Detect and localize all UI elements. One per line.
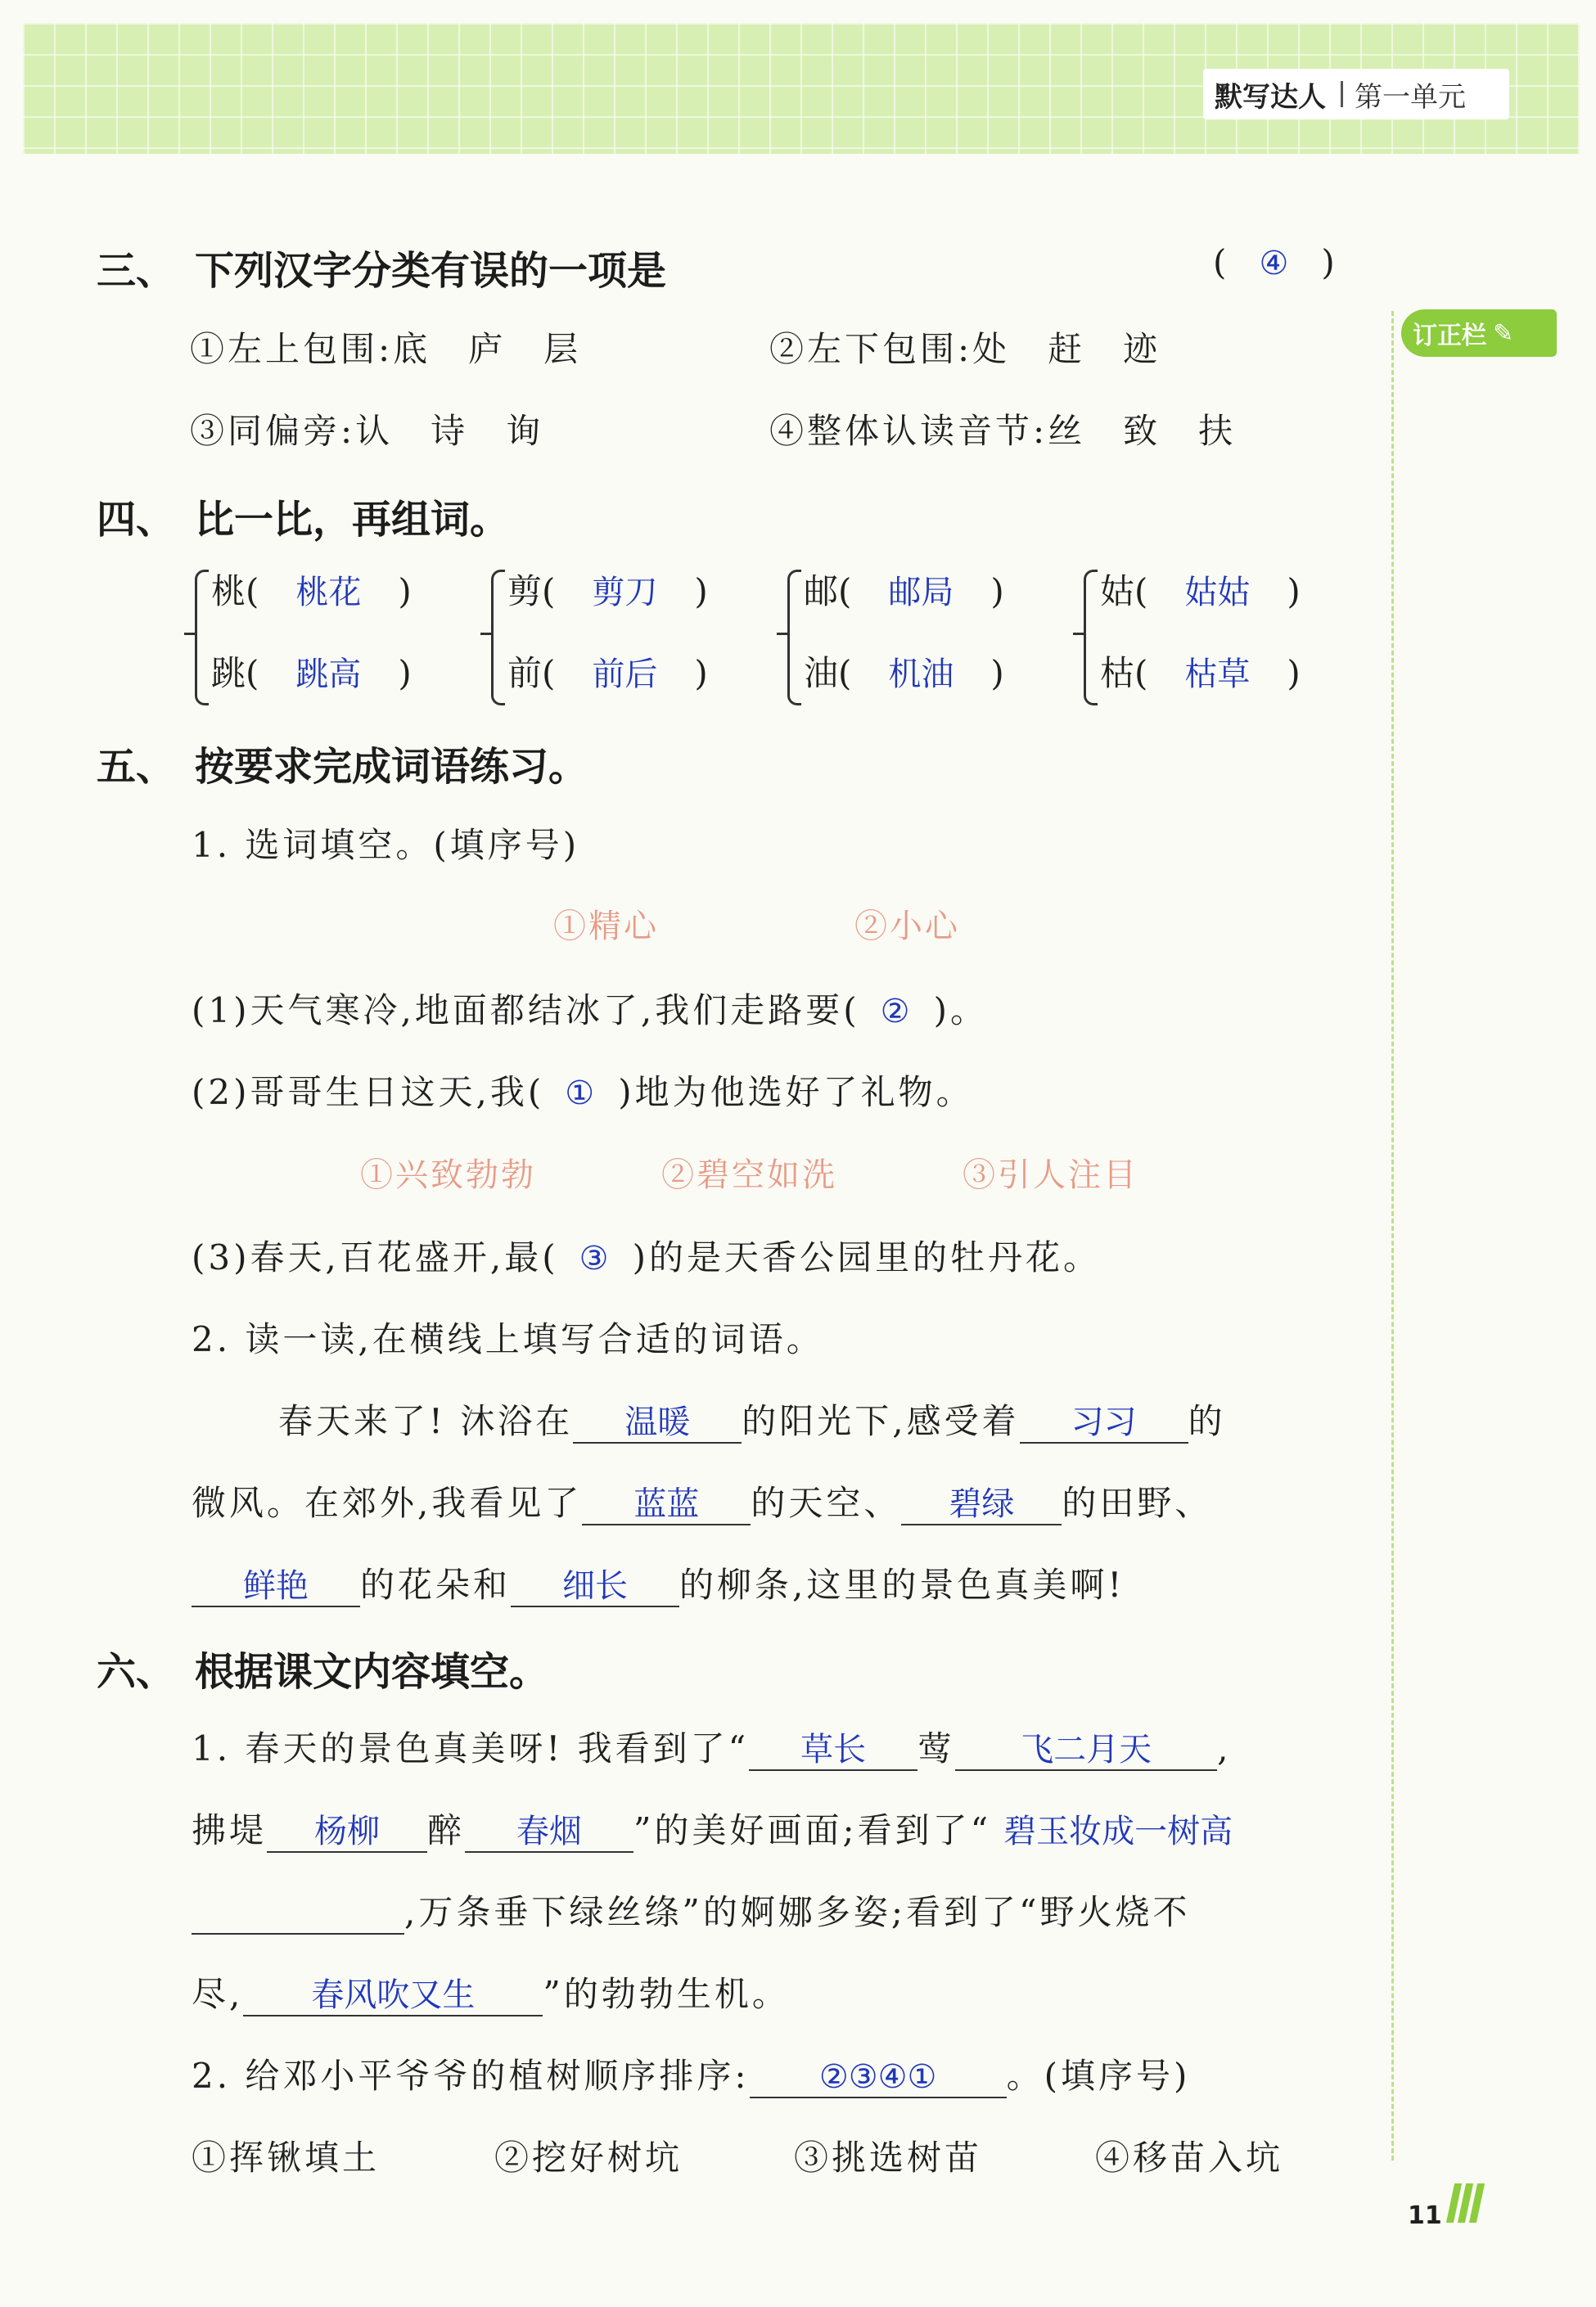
question-text: 2. 给邓小平爷爷的植树顺序排序: — [192, 2056, 750, 2096]
compare-group-4 — [1084, 565, 1362, 712]
sentence-2 — [192, 1066, 974, 1115]
poem-line-1 — [192, 1722, 1232, 1771]
section-6-heading — [97, 1640, 548, 1696]
header-title-box — [1203, 69, 1509, 119]
poem-line-4 — [192, 1967, 790, 2016]
step-3: ③挑选树苗 — [794, 2138, 983, 2178]
sentence-3 — [192, 1231, 1101, 1280]
fill-blank: 春烟 — [465, 1812, 633, 1853]
section-title: 根据课文内容填空。 — [195, 1649, 549, 1695]
fill-blank: 温暖 — [573, 1403, 742, 1444]
step-1: ①挥锹填土 — [192, 2138, 381, 2178]
word-option: ①兴致勃勃 — [360, 1156, 536, 1194]
poem-text: ”的勃勃生机。 — [543, 1974, 790, 2014]
section-number: 四、 — [97, 497, 176, 543]
correction-tag — [1401, 309, 1557, 357]
char: 油 — [804, 653, 839, 693]
fill-blank: 蓝蓝 — [582, 1485, 751, 1525]
section-3-answer: ④ — [1259, 245, 1289, 282]
brace — [787, 570, 801, 705]
compare-group-1 — [195, 565, 473, 712]
poem-text: 醉 — [427, 1810, 466, 1850]
section-title: 按要求完成词语练习。 — [195, 744, 588, 790]
option-3: ③同偏旁:认 诗 询 — [190, 411, 544, 451]
paragraph-line-3 — [192, 1558, 1125, 1607]
compare-line: 枯( 枯草 ) — [1100, 647, 1301, 696]
fill-blank: 草长 — [749, 1730, 917, 1771]
pencil-icon: ✎ — [1493, 318, 1514, 348]
fill-blank: 碧绿 — [901, 1485, 1062, 1525]
unit-label: 第一单元 — [1355, 80, 1466, 114]
fill-blank: 春风吹又生 — [243, 1976, 543, 2016]
para-text: 的花朵和 — [360, 1565, 512, 1605]
char: 姑 — [1100, 571, 1135, 611]
para-text: 春天来了! 沐浴在 — [278, 1401, 574, 1441]
sentence-text: )的是天香公园里的牡丹花。 — [632, 1237, 1101, 1277]
char: 跳 — [211, 653, 246, 693]
answer-word: 邮局 — [888, 574, 954, 611]
fill-blank: 鲜艳 — [192, 1566, 360, 1607]
word-option: ②小心 — [854, 908, 960, 945]
compare-line: 邮( 邮局 ) — [804, 565, 1004, 614]
poem-text: 尽, — [192, 1974, 244, 2014]
sentence-text: (1)天气寒冷,地面都结冰了,我们走路要( — [192, 990, 860, 1030]
option-1: ①左上包围:底 庐 层 — [190, 329, 582, 369]
poem-text: ,万条垂下绿丝绦”的婀娜多姿;看到了“野火烧不 — [404, 1892, 1191, 1932]
sentence-text: (2)哥哥生日这天,我( — [192, 1072, 545, 1112]
question-5-1-title: 1. 选词填空。(填序号) — [192, 825, 580, 865]
sentence-answer: ③ — [579, 1240, 612, 1277]
paragraph-line-2 — [192, 1476, 1212, 1525]
answer-word: 姑姑 — [1184, 574, 1251, 611]
answer-word: 枯草 — [1184, 656, 1251, 693]
book-title: 默写达人 — [1215, 80, 1326, 114]
char: 邮 — [804, 571, 839, 611]
section-number: 六、 — [97, 1649, 176, 1695]
compare-group-3 — [787, 565, 1066, 712]
sentence-answer: ② — [880, 993, 913, 1030]
answer-word: 剪刀 — [592, 574, 658, 611]
poem-line-2 — [192, 1804, 1245, 1853]
compare-line: 油( 机油 ) — [804, 647, 1004, 696]
paragraph-line-1 — [278, 1395, 1226, 1444]
word-option: ③引人注目 — [963, 1156, 1138, 1194]
question-6-2 — [192, 2049, 1190, 2098]
poem-text: ”的美好画面;看到了“ — [633, 1810, 992, 1850]
brace — [1084, 570, 1098, 705]
answer-word: 跳高 — [295, 656, 362, 693]
para-text: 微风。在郊外,我看见了 — [192, 1483, 583, 1523]
word-option: ②碧空如洗 — [661, 1156, 837, 1194]
fill-blank: 杨柳 — [267, 1812, 427, 1853]
option-2: ②左下包围:处 赶 迹 — [769, 329, 1161, 369]
section-title: 下列汉字分类有误的一项是 — [195, 248, 667, 294]
para-text: 的阳光下,感受着 — [742, 1401, 1020, 1441]
compare-line: 姑( 姑姑 ) — [1100, 565, 1301, 614]
compare-line: 剪( 剪刀 ) — [507, 565, 708, 614]
sentence-answer: ① — [565, 1075, 598, 1112]
answer-word: 前后 — [592, 656, 658, 693]
compare-line: 跳( 跳高 ) — [211, 647, 412, 696]
sentence-1 — [192, 984, 988, 1033]
brace — [491, 570, 505, 705]
section-3-heading — [97, 239, 666, 295]
section-4-heading — [97, 488, 509, 544]
para-text: 的柳条,这里的景色真美啊! — [679, 1565, 1125, 1605]
sentence-text: (3)春天,百花盛开,最( — [192, 1237, 559, 1277]
question-5-2-title: 2. 读一读,在横线上填写合适的词语。 — [192, 1319, 824, 1359]
step-2: ②挖好树坑 — [494, 2138, 683, 2178]
book-stack-icon — [1450, 2183, 1485, 2226]
word-option: ①精心 — [553, 908, 659, 945]
title-separator — [1341, 81, 1343, 107]
compare-line: 桃( 桃花 ) — [211, 565, 412, 614]
fill-blank: ②③④① — [750, 2057, 1007, 2098]
para-text: 的 — [1188, 1401, 1226, 1441]
compare-group-2 — [491, 565, 769, 712]
answer-word: 桃花 — [295, 574, 362, 611]
section-title: 比一比，再组词。 — [195, 497, 510, 543]
fill-blank: 碧玉妆成一树高 — [1003, 1813, 1233, 1850]
poem-text: , — [1217, 1728, 1232, 1769]
fill-blank: 飞二月天 — [955, 1730, 1217, 1771]
correction-column-divider — [1391, 311, 1394, 2161]
compare-line: 前( 前后 ) — [507, 647, 708, 696]
page-number: 11 — [1408, 2201, 1442, 2230]
char: 剪 — [507, 571, 543, 611]
step-4: ④移苗入坑 — [1095, 2138, 1284, 2178]
section-3-answer-paren: ( ④ ) — [1213, 242, 1335, 282]
fill-blank: 细长 — [511, 1566, 679, 1607]
sentence-text: )地为他选好了礼物。 — [618, 1072, 974, 1112]
answer-word: 机油 — [888, 656, 954, 693]
char: 桃 — [211, 571, 246, 611]
section-number: 五、 — [97, 744, 176, 790]
fill-blank-continuation — [192, 1894, 404, 1935]
char: 枯 — [1100, 653, 1135, 693]
section-5-heading — [97, 735, 588, 791]
poem-text: 拂堤 — [192, 1810, 268, 1850]
char: 前 — [507, 653, 543, 693]
question-text: 。(填序号) — [1006, 2056, 1191, 2096]
fill-blank: 习习 — [1020, 1403, 1188, 1444]
option-4: ④整体认读音节:丝 致 扶 — [769, 411, 1237, 451]
poem-line-3 — [192, 1886, 1190, 1935]
para-text: 的田野、 — [1062, 1483, 1213, 1523]
poem-text: 1. 春天的景色真美呀! 我看到了“ — [192, 1728, 750, 1769]
section-number: 三、 — [97, 248, 176, 294]
para-text: 的天空、 — [751, 1483, 902, 1523]
poem-text: 莺 — [917, 1728, 956, 1769]
brace — [195, 570, 209, 705]
correction-tag-label: 订正栏 — [1413, 322, 1486, 350]
sentence-text: )。 — [933, 990, 988, 1030]
